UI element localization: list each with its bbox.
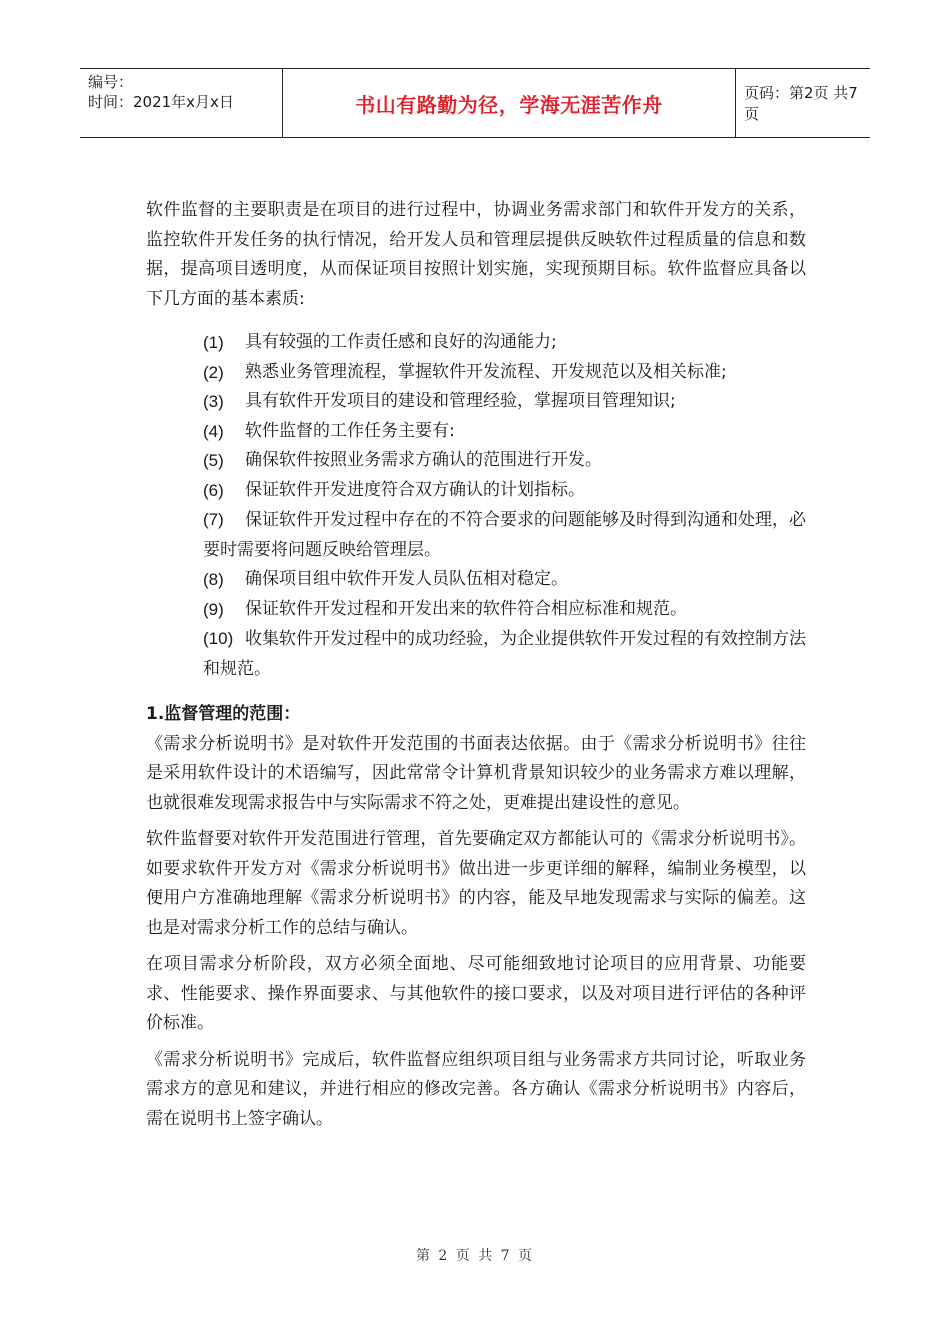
- motto: 书山有路勤为径，学海无涯苦作舟: [355, 92, 663, 117]
- number-label: 编号：: [88, 73, 134, 91]
- list-item-number: (3): [203, 392, 224, 411]
- qualities-list: [146, 328, 806, 684]
- list-item-text: 保证软件开发过程和开发出来的软件符合相应标准和规范。: [245, 598, 687, 619]
- list-item-number: (1): [203, 333, 224, 352]
- list-item: [146, 565, 806, 595]
- list-item-number: (5): [203, 451, 224, 470]
- list-item-number: (6): [203, 480, 224, 500]
- list-item: [146, 595, 806, 625]
- list-item-number: (7): [203, 510, 224, 529]
- list-item-text: 保证软件开发进度符合双方确认的计划指标。: [245, 479, 585, 500]
- list-item: [146, 417, 806, 447]
- section-paragraph-3: 在项目需求分析阶段，双方必须全面地、尽可能细致地讨论项目的应用背景、功能要求、性能要求、操作界面要求、与其他软件的接口要求，以及对项目进行评估的各种评价标准。: [146, 954, 806, 1033]
- page-info: 页码：第2页 共7页: [744, 84, 858, 123]
- list-item: [146, 358, 806, 388]
- section-paragraph-1: 《需求分析说明书》是对软件开发范围的书面表达依据。由于《需求分析说明书》往往是采用软件设计的术语编写，因此常常令计算机背景知识较少的业务需求方难以理解，也就很难发现需求报告中与实际需求不符之处，更难提出建设性的意见。: [146, 733, 806, 813]
- list-item-text: 确保软件按照业务需求方确认的范围进行开发。: [245, 450, 602, 470]
- list-item: [146, 387, 806, 417]
- list-item: [146, 505, 806, 565]
- section-heading: 1.监督管理的范围：: [146, 704, 301, 724]
- list-item: [146, 624, 806, 684]
- list-item-text: 具有较强的工作责任感和良好的沟通能力;: [245, 332, 557, 352]
- list-item-text: 确保项目组中软件开发人员队伍相对稳定。: [245, 569, 568, 589]
- list-item: [146, 446, 806, 476]
- list-item-text: 熟悉业务管理流程，掌握软件开发流程、开发规范以及相关标准;: [245, 361, 727, 382]
- page-header: [80, 68, 870, 138]
- list-item-text: 收集软件开发过程中的成功经验，为企业提供软件开发过程的有效控制方法和规范。: [203, 629, 806, 679]
- header-motto-cell: [282, 69, 736, 137]
- section-paragraph-4: 《需求分析说明书》完成后，软件监督应组织项目组与业务需求方共同讨论，听取业务需求方的意见和建议，并进行相应的修改完善。各方确认《需求分析说明书》内容后，需在说明书上签字确认。: [146, 1049, 806, 1129]
- list-item-number: (10): [203, 629, 234, 648]
- list-item-text: 软件监督的工作任务主要有:: [245, 420, 455, 441]
- header-meta-cell: [80, 69, 282, 137]
- document-body: [146, 196, 806, 684]
- list-item-number: (2): [203, 362, 224, 382]
- list-item-number: (9): [203, 599, 224, 619]
- section-paragraph-2: 软件监督要对软件开发范围进行管理，首先要确定双方都能认可的《需求分析说明书》。如要求软件开发方对《需求分析说明书》做出进一步更详细的解释，编制业务模型，以便用户方准确地理解《需求分析说明书》的内容，能及早地发现需求与实际的偏差。这也是对需求分析工作的总结与确认。: [146, 829, 806, 938]
- list-item: [146, 328, 806, 358]
- list-item-text: 具有软件开发项目的建设和管理经验，掌握项目管理知识;: [245, 391, 676, 411]
- header-page-cell: [736, 69, 870, 137]
- list-item-number: (4): [203, 421, 224, 441]
- list-item-number: (8): [203, 570, 224, 589]
- date-label: 时间：2021年x月x日: [88, 93, 234, 111]
- page-footer: 第 2 页 共 7 页: [415, 1248, 535, 1264]
- section-1: [146, 700, 806, 1134]
- list-item-text: 保证软件开发过程中存在的不符合要求的问题能够及时得到沟通和处理，必要时需要将问题反映给管理层。: [203, 510, 806, 560]
- intro-paragraph: 软件监督的主要职责是在项目的进行过程中，协调业务需求部门和软件开发方的关系，监控软件开发任务的执行情况，给开发人员和管理层提供反映软件过程质量的信息和数据，提高项目透明度，从而保证项目按照计划实施，实现预期目标。软件监督应具备以下几方面的基本素质:: [146, 200, 806, 309]
- list-item: [146, 476, 806, 506]
